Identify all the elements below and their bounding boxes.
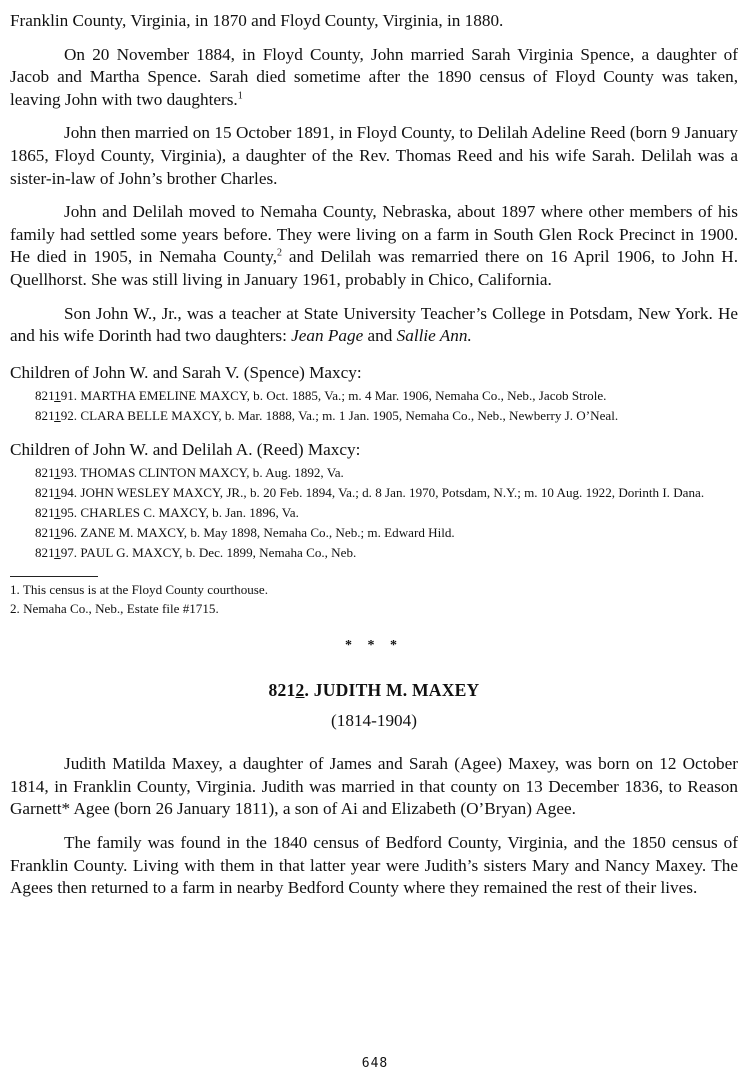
child-entry: 821197. PAUL G. MAXCY, b. Dec. 1899, Nemaha Co., Neb.	[35, 544, 357, 560]
paragraph-judith-family: The family was found in the 1840 census of Bedford County, Virginia, and the 1850 census of Franklin County. Living with them in that latter year were Judith’s sisters Mary and Nancy Maxey. The Agees then returned to a farm in nearby Bedford County where they remained the rest of their lives.	[10, 833, 738, 898]
child-entry: 821193. THOMAS CLINTON MAXCY, b. Aug. 1892, Va.	[35, 465, 344, 481]
paragraph-first-marriage: On 20 November 1884, in Floyd County, John married Sarah Virginia Spence, a daughter of Jacob and Martha Spence. Sarah died sometime after the 1890 census of Floyd County was taken, leaving John with two daughters.$^1$	[10, 44, 738, 109]
section-title: 8212. JUDITH M. MAXEY	[268, 680, 480, 701]
section-dates: (1814-1904)	[331, 711, 417, 731]
paragraph-judith-birth: Judith Matilda Maxey, a daughter of James and Sarah (Agee) Maxey, was born on 12 October 1814, in Franklin County, Virginia. Judith was married in that county on 13 December 1836, to Reason Garnett* Agee (born 26 January 1811), a son of Ai and Elizabeth (O’Bryan) Agee.	[10, 754, 738, 819]
daughter-name: Jean Page	[291, 326, 364, 346]
children-heading-reed: Children of John W. and Delilah A. (Reed) Maxcy:	[10, 440, 361, 460]
footnote-divider	[10, 576, 98, 577]
paragraph-nebraska: John and Delilah moved to Nemaha County, Nebraska, about 1897 where other members of his family had settled some years before. They were living on a farm in South Glen Rock Precinct in 1900. He died in 1905, in Nemaha County,$^2$ and Delilah was remarried there on 16 April 1906, to John H. Quellhorst. She was still living in January 1961, probably in Chico, California.	[10, 202, 738, 289]
child-entry: 821191. MARTHA EMELINE MAXCY, b. Oct. 1885, Va.; m. 4 Mar. 1906, Nemaha Co., Neb., Jacob Strole.	[35, 387, 607, 403]
footnote-ref-1: 1	[237, 90, 243, 102]
child-entry: 821195. CHARLES C. MAXCY, b. Jan. 1896, Va.	[35, 504, 299, 520]
child-entry: 821194. JOHN WESLEY MAXCY, JR., b. 20 Feb. 1894, Va.; d. 8 Jan. 1970, Potsdam, N.Y.; m. 10 Aug. 1922, Dorinth I. Dana.	[35, 485, 705, 501]
section-separator: * * *	[345, 638, 403, 654]
paragraph-continuation: Franklin County, Virginia, in 1870 and Floyd County, Virginia, in 1880.	[10, 11, 504, 30]
paragraph-second-marriage: John then married on 15 October 1891, in Floyd County, to Delilah Adeline Reed (born 9 January 1865, Floyd County, Virginia), a daughter of the Rev. Thomas Reed and his wife Sarah. Delilah was a sister-in-law of John’s brother Charles.	[10, 123, 738, 188]
footnote-ref-2: 2	[277, 247, 282, 259]
footnote-2: 2. Nemaha Co., Neb., Estate file #1715.	[10, 601, 219, 617]
daughter-name: Sallie Ann.	[396, 326, 472, 346]
page-number: 648	[361, 1056, 389, 1071]
child-entry: 821192. CLARA BELLE MAXCY, b. Mar. 1888, Va.; m. 1 Jan. 1905, Nemaha Co., Neb., Newberry J. O’Neal.	[35, 407, 619, 423]
paragraph-son-john: Son John W., Jr., was a teacher at State University Teacher’s College in Potsdam, New York. He and his wife Dorinth had two daughters: Jean Page and Sallie Ann.	[10, 303, 738, 346]
child-entry: 821196. ZANE M. MAXCY, b. May 1898, Nemaha Co., Neb.; m. Edward Hild.	[35, 524, 455, 540]
footnote-1: 1. This census is at the Floyd County courthouse.	[10, 582, 268, 598]
document-page	[10, 10, 738, 911]
children-heading-spence: Children of John W. and Sarah V. (Spence) Maxcy:	[10, 362, 362, 382]
